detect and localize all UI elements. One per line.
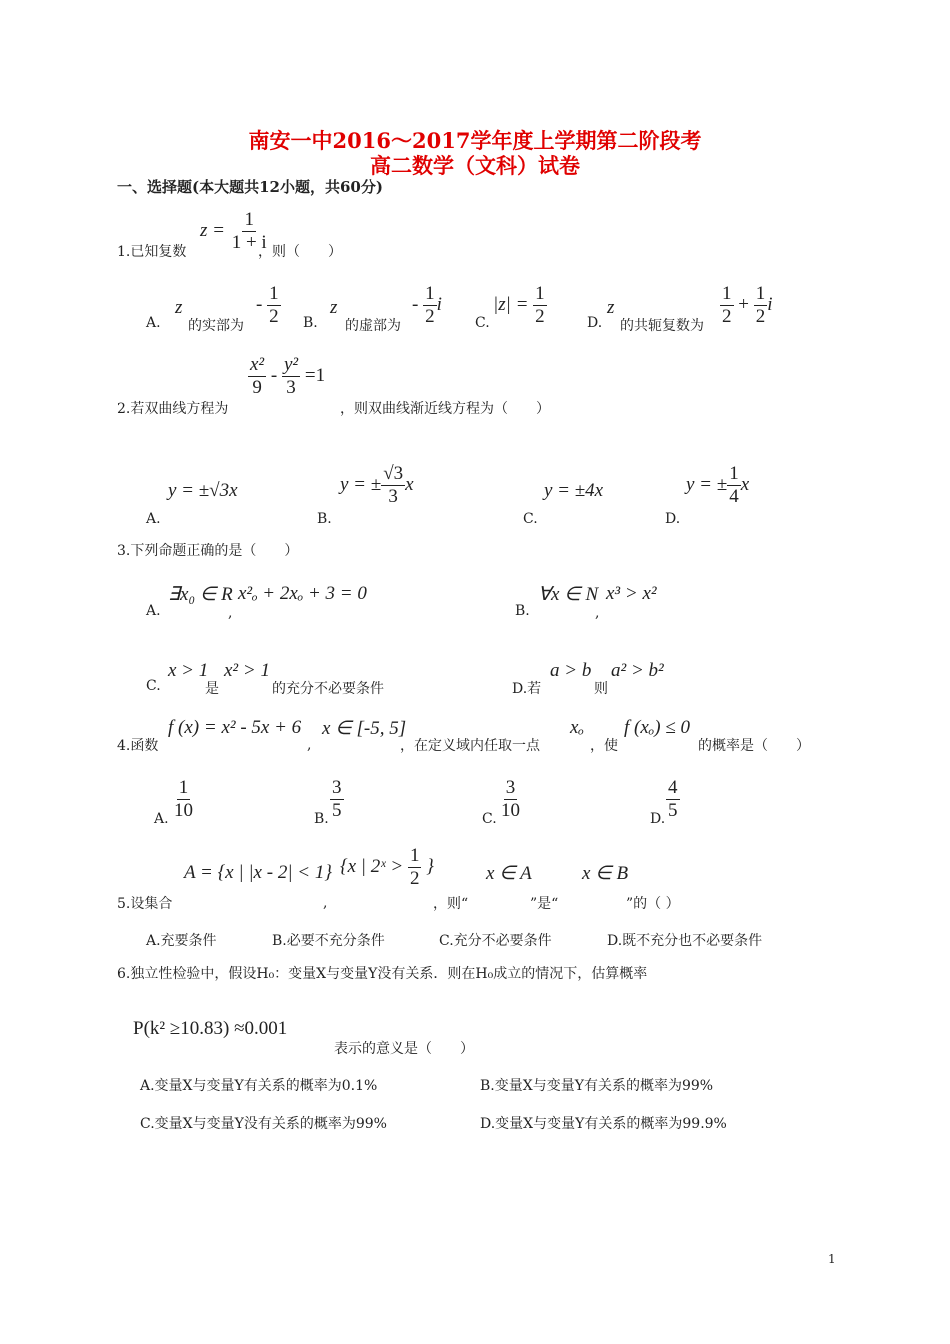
q4-option-a-label: A. — [154, 811, 169, 827]
q3-option-a-sep: , — [228, 605, 233, 621]
section-heading: 一、选择题(本大题共12小题，共60分) — [117, 178, 383, 196]
q1-option-c-math: |z| = $\frac{1}{2}$ — [493, 283, 545, 327]
q2-stem: 2.若双曲线方程为 — [117, 401, 229, 417]
q2-formula: $\frac{\text{x²}}{9}$ - $\frac{\text{y²}}{3}$ =1 — [250, 354, 326, 398]
q5-x-in-b: x ∈ B — [582, 863, 629, 884]
q1-option-c-label: C. — [475, 315, 490, 331]
q2-option-c-label: C. — [523, 511, 538, 527]
q4-stem: 4.函数 — [117, 738, 159, 754]
q3-option-b-m2: x³ > x² — [606, 583, 657, 604]
q3-option-a-m2: x²ₒ + 2xₒ + 3 = 0 — [238, 583, 367, 604]
q3-option-a-label: A. — [146, 603, 161, 619]
q1-option-b-text: 的虚部为 — [345, 318, 401, 334]
q1-stem-tail: ，则（ ） — [258, 244, 342, 260]
q4-text-3: ，使 — [590, 738, 618, 754]
q3-option-d-label: D.若 — [512, 681, 542, 697]
q3-option-c-m1: x > 1 — [168, 660, 209, 681]
q5-option-b: B.必要不充分条件 — [272, 933, 385, 949]
q2-option-a-label: A. — [146, 511, 161, 527]
q1-option-b-math: - $\frac{1}{2}$ i — [412, 283, 442, 327]
q5-x-in-a: x ∈ A — [486, 863, 532, 884]
q6-formula: P(k² ≥10.83) ≈0.001 — [133, 1018, 288, 1039]
q4-domain: x ∈ [-5, 5] — [322, 718, 407, 739]
q6-tail: 表示的意义是（ ） — [334, 1041, 474, 1057]
q5-text-2: ”是“ — [530, 896, 559, 912]
q5-set-a: A = {x | |x - 2| < 1} — [184, 862, 332, 883]
q1-option-b-label: B. — [303, 315, 318, 331]
q3-option-d-m1: a > b — [550, 660, 592, 681]
page-title: 南安一中2016～2017学年度上学期第二阶段考 — [248, 128, 702, 153]
q6-stem: 6.独立性检验中，假设H₀：变量X与变量Y没有关系．则在H₀成立的情况下，估算概率 — [117, 966, 648, 982]
q3-option-b-label: B. — [515, 603, 530, 619]
q1-option-a-math: - $\frac{1}{2}$ — [256, 283, 279, 327]
q2-option-c-math: y = ±4x — [544, 480, 604, 501]
q2-option-b-math: y = ± $\frac{√3}{3}$ x — [340, 463, 414, 507]
q5-option-c: C.充分不必要条件 — [439, 933, 552, 949]
q6-option-a: A.变量X与变量Y有关系的概率为0.1% — [140, 1078, 378, 1094]
q1-option-b-var: z — [330, 297, 338, 318]
q1-option-d-var: z — [607, 297, 615, 318]
q3-option-b-sep: , — [595, 605, 600, 621]
q5-text-1: ，则“ — [433, 896, 469, 912]
q3-option-c-label: C. — [146, 678, 161, 694]
q4-condition: f (xₒ) ≤ 0 — [624, 717, 690, 738]
q5-stem: 5.设集合 — [117, 896, 173, 912]
q1-option-a-label: A. — [146, 315, 161, 331]
q1-z-eq: z = — [200, 219, 225, 241]
q5-text-3: ”的（ ） — [626, 896, 680, 912]
q1-stem: 1.已知复数 — [117, 244, 187, 260]
page-number: 1 — [828, 1252, 836, 1266]
q1-option-a-text: 的实部为 — [188, 318, 244, 334]
q3-stem: 3.下列命题正确的是（ ） — [117, 543, 299, 559]
q3-option-d-t1: 则 — [594, 681, 608, 697]
q2-option-a-math: y = ±√3x — [168, 480, 238, 501]
q3-option-b-m1: ∀x ∈ N — [538, 584, 599, 605]
q3-option-d-m2: a² > b² — [611, 660, 664, 681]
q4-option-d-frac: $\frac{4}{5}$ — [668, 777, 678, 821]
q1-option-d-text: 的共轭复数为 — [620, 318, 704, 334]
q4-x0: xₒ — [570, 717, 584, 738]
q4-option-b-label: B. — [314, 811, 329, 827]
q3-option-a-m1: ∃x₀ ∈ R — [168, 584, 233, 605]
q4-text-2: ，在定义域内任取一点 — [400, 738, 540, 754]
q4-sep: , — [307, 737, 312, 753]
q4-option-b-frac: $\frac{3}{5}$ — [332, 777, 342, 821]
q1-option-d-label: D. — [587, 315, 603, 331]
q5-option-a: A.充要条件 — [146, 933, 217, 949]
page-subtitle: 高二数学（文科）试卷 — [370, 153, 580, 178]
q6-option-c: C.变量X与变量Y没有关系的概率为99% — [140, 1116, 387, 1132]
q2-option-b-label: B. — [317, 511, 332, 527]
q3-option-c-t1: 是 — [205, 681, 219, 697]
q5-set-b: {x | 2ˣ > $\frac{1}{2}$ } — [340, 845, 434, 889]
q4-option-d-label: D. — [650, 811, 666, 827]
q4-function: f (x) = x² - 5x + 6 — [168, 717, 302, 738]
q5-sep: , — [323, 895, 328, 911]
q4-option-c-frac: $\frac{3}{10}$ — [501, 777, 520, 821]
q3-option-c-m2: x² > 1 — [224, 660, 270, 681]
q4-text-4: 的概率是（ ） — [698, 738, 810, 754]
q5-option-d: D.既不充分也不必要条件 — [607, 933, 763, 949]
q2-option-d-label: D. — [665, 511, 681, 527]
q2-stem-tail: ，则双曲线渐近线方程为（ ） — [340, 401, 550, 417]
q4-option-a-frac: $\frac{1}{10}$ — [174, 777, 193, 821]
q3-option-c-t2: 的充分不必要条件 — [272, 681, 384, 697]
q1-option-a-var: z — [175, 297, 183, 318]
q2-option-d-math: y = ± $\frac{1}{4}$ x — [686, 463, 750, 507]
q1-fraction: $\frac{1}{1 + i}$ — [231, 209, 267, 253]
q6-option-b: B.变量X与变量Y有关系的概率为99% — [480, 1078, 714, 1094]
q4-option-c-label: C. — [482, 811, 497, 827]
q6-option-d: D.变量X与变量Y有关系的概率为99.9% — [480, 1116, 727, 1132]
q1-option-d-math: $\frac{1}{2}$ + $\frac{1}{2}$ i — [722, 283, 773, 327]
